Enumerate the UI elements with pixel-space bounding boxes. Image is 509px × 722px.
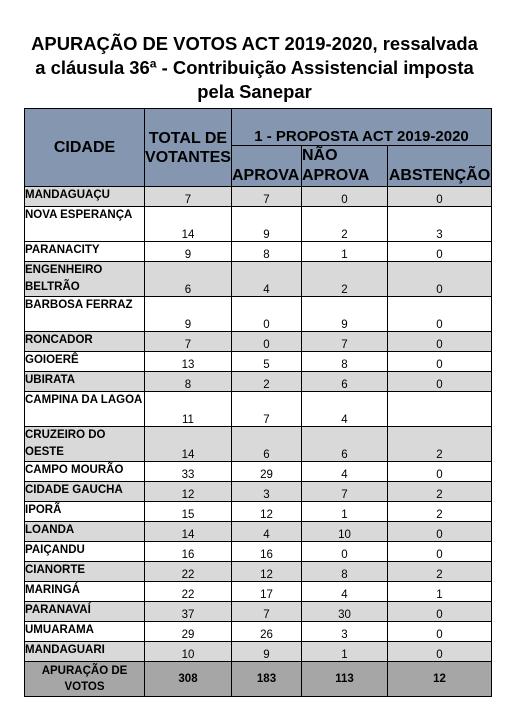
totals-nao-aprova: 113 — [302, 662, 388, 697]
city-cell: LOANDA — [25, 522, 145, 542]
header-aprova: APROVA — [232, 146, 302, 187]
table-row — [25, 262, 492, 297]
votes-table — [24, 108, 492, 697]
total-cell: 14 — [145, 522, 232, 542]
title-line-1: APURAÇÃO DE VOTOS ACT 2019-2020, ressalvada — [31, 33, 478, 54]
table-row — [25, 602, 492, 622]
city-cell: PARANAVAÍ — [25, 602, 145, 622]
table-row — [25, 542, 492, 562]
table-row — [25, 562, 492, 582]
nao-aprova-cell: 2 — [302, 262, 388, 297]
table-row — [25, 352, 492, 372]
aprova-cell: 9 — [232, 642, 302, 662]
total-cell: 33 — [145, 462, 232, 482]
aprova-cell: 5 — [232, 352, 302, 372]
table-row — [25, 392, 492, 427]
aprova-cell: 2 — [232, 372, 302, 392]
total-cell: 22 — [145, 562, 232, 582]
total-cell: 37 — [145, 602, 232, 622]
total-cell: 14 — [145, 207, 232, 242]
table-row — [25, 482, 492, 502]
document-title — [0, 32, 509, 104]
city-cell: CIANORTE — [25, 562, 145, 582]
total-cell: 7 — [145, 332, 232, 352]
city-cell: CAMPO MOURÃO — [25, 462, 145, 482]
totals-label: APURAÇÃO DE VOTOS — [25, 662, 145, 697]
header-nao-aprova: NÃO APROVA — [302, 146, 388, 187]
nao-aprova-cell: 4 — [302, 392, 388, 427]
table-row — [25, 187, 492, 207]
table-row — [25, 297, 492, 332]
total-cell: 10 — [145, 642, 232, 662]
city-cell: CIDADE GAUCHA — [25, 482, 145, 502]
abstencao-cell — [388, 392, 492, 427]
nao-aprova-cell: 9 — [302, 297, 388, 332]
aprova-cell: 4 — [232, 522, 302, 542]
abstencao-cell: 0 — [388, 242, 492, 262]
abstencao-cell: 0 — [388, 602, 492, 622]
abstencao-cell: 0 — [388, 332, 492, 352]
aprova-cell: 12 — [232, 562, 302, 582]
total-cell: 15 — [145, 502, 232, 522]
nao-aprova-cell: 1 — [302, 642, 388, 662]
header-proposta: 1 - PROPOSTA ACT 2019-2020 — [232, 109, 492, 146]
abstencao-cell: 0 — [388, 187, 492, 207]
city-cell: UMUARAMA — [25, 622, 145, 642]
table-row — [25, 502, 492, 522]
total-cell: 8 — [145, 372, 232, 392]
abstencao-cell: 2 — [388, 427, 492, 462]
title-line-2: a cláusula 36ª - Contribuição Assistencial imposta — [35, 57, 474, 78]
total-cell: 14 — [145, 427, 232, 462]
city-cell: MANDAGUAÇU — [25, 187, 145, 207]
table-row — [25, 462, 492, 482]
aprova-cell: 29 — [232, 462, 302, 482]
aprova-cell: 7 — [232, 392, 302, 427]
abstencao-cell: 0 — [388, 522, 492, 542]
totals-aprova: 183 — [232, 662, 302, 697]
aprova-cell: 6 — [232, 427, 302, 462]
city-cell: PARANACITY — [25, 242, 145, 262]
totals-row — [25, 662, 492, 697]
city-cell: CRUZEIRO DO OESTE — [25, 427, 145, 462]
nao-aprova-cell: 1 — [302, 242, 388, 262]
table-row — [25, 427, 492, 462]
aprova-cell: 17 — [232, 582, 302, 602]
city-cell: RONCADOR — [25, 332, 145, 352]
nao-aprova-cell: 2 — [302, 207, 388, 242]
abstencao-cell: 0 — [388, 372, 492, 392]
abstencao-cell: 0 — [388, 297, 492, 332]
aprova-cell: 16 — [232, 542, 302, 562]
abstencao-cell: 0 — [388, 262, 492, 297]
table-row — [25, 522, 492, 542]
aprova-cell: 3 — [232, 482, 302, 502]
table-row — [25, 207, 492, 242]
title-line-3: pela Sanepar — [197, 81, 312, 102]
header-total-votantes: TOTAL DE VOTANTES — [145, 109, 232, 187]
abstencao-cell: 3 — [388, 207, 492, 242]
aprova-cell: 8 — [232, 242, 302, 262]
nao-aprova-cell: 4 — [302, 582, 388, 602]
total-cell: 29 — [145, 622, 232, 642]
aprova-cell: 7 — [232, 602, 302, 622]
city-cell: PAIÇANDU — [25, 542, 145, 562]
table-row — [25, 242, 492, 262]
total-cell: 16 — [145, 542, 232, 562]
nao-aprova-cell: 10 — [302, 522, 388, 542]
abstencao-cell: 2 — [388, 482, 492, 502]
abstencao-cell: 0 — [388, 542, 492, 562]
total-cell: 7 — [145, 187, 232, 207]
city-cell: NOVA ESPERANÇA — [25, 207, 145, 242]
total-cell: 9 — [145, 297, 232, 332]
totals-abstencao: 12 — [388, 662, 492, 697]
nao-aprova-cell: 1 — [302, 502, 388, 522]
total-cell: 6 — [145, 262, 232, 297]
total-cell: 9 — [145, 242, 232, 262]
table-row — [25, 332, 492, 352]
abstencao-cell: 2 — [388, 562, 492, 582]
total-cell: 22 — [145, 582, 232, 602]
nao-aprova-cell: 0 — [302, 542, 388, 562]
table-row — [25, 622, 492, 642]
total-cell: 11 — [145, 392, 232, 427]
nao-aprova-cell: 8 — [302, 352, 388, 372]
total-cell: 12 — [145, 482, 232, 502]
table-row — [25, 582, 492, 602]
nao-aprova-cell: 8 — [302, 562, 388, 582]
city-cell: MANDAGUARI — [25, 642, 145, 662]
aprova-cell: 7 — [232, 187, 302, 207]
header-abstencao: ABSTENÇÃO — [388, 146, 492, 187]
abstencao-cell: 0 — [388, 642, 492, 662]
nao-aprova-cell: 7 — [302, 482, 388, 502]
city-cell: MARINGÁ — [25, 582, 145, 602]
abstencao-cell: 2 — [388, 502, 492, 522]
table-row — [25, 642, 492, 662]
abstencao-cell: 0 — [388, 622, 492, 642]
table-row — [25, 372, 492, 392]
city-cell: BARBOSA FERRAZ — [25, 297, 145, 332]
nao-aprova-cell: 6 — [302, 427, 388, 462]
aprova-cell: 12 — [232, 502, 302, 522]
aprova-cell: 9 — [232, 207, 302, 242]
nao-aprova-cell: 3 — [302, 622, 388, 642]
nao-aprova-cell: 6 — [302, 372, 388, 392]
totals-total: 308 — [145, 662, 232, 697]
aprova-cell: 0 — [232, 332, 302, 352]
nao-aprova-cell: 4 — [302, 462, 388, 482]
header-cidade: CIDADE — [25, 109, 145, 187]
votes-table-body — [25, 187, 492, 662]
city-cell: CAMPINA DA LAGOA — [25, 392, 145, 427]
aprova-cell: 26 — [232, 622, 302, 642]
nao-aprova-cell: 30 — [302, 602, 388, 622]
aprova-cell: 4 — [232, 262, 302, 297]
city-cell: IPORÃ — [25, 502, 145, 522]
abstencao-cell: 0 — [388, 352, 492, 372]
city-cell: ENGENHEIRO BELTRÃO — [25, 262, 145, 297]
city-cell: UBIRATA — [25, 372, 145, 392]
total-cell: 13 — [145, 352, 232, 372]
aprova-cell: 0 — [232, 297, 302, 332]
nao-aprova-cell: 0 — [302, 187, 388, 207]
nao-aprova-cell: 7 — [302, 332, 388, 352]
city-cell: GOIOERÊ — [25, 352, 145, 372]
abstencao-cell: 0 — [388, 462, 492, 482]
abstencao-cell: 1 — [388, 582, 492, 602]
